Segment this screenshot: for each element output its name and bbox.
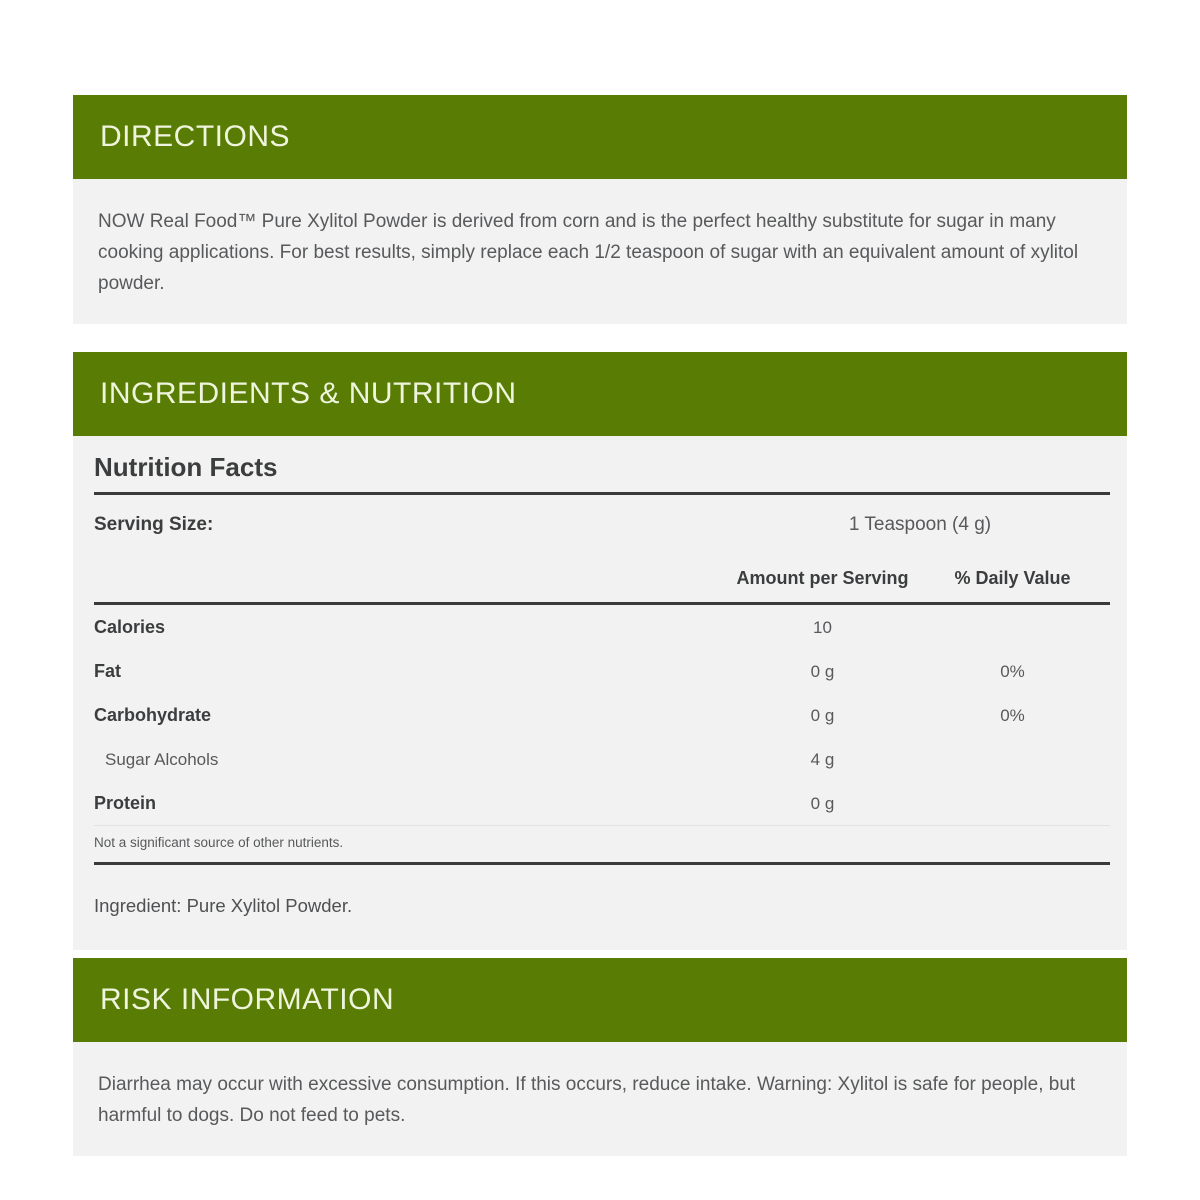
ingredients-nutrition-title: INGREDIENTS & NUTRITION — [100, 377, 517, 410]
risk-information-title: RISK INFORMATION — [100, 983, 395, 1016]
nutrient-name: Calories — [94, 616, 166, 637]
nutrition-note: Not a significant source of other nutrients. — [94, 835, 344, 850]
column-header-daily-value: % Daily Value — [954, 568, 1071, 588]
risk-information-section — [73, 958, 1127, 1156]
directions-text: NOW Real Food™ Pure Xylitol Powder is derived from corn and is the perfect healthy substitute for sugar in many cooking applications. For best results, simply replace each 1/2 teaspoon of sugar with an equivalent amount of xylitol powder. — [98, 211, 1079, 294]
risk-information-body — [73, 1042, 1127, 1156]
nutrient-name: Sugar Alcohols — [105, 749, 219, 769]
nutrient-amount: 0 g — [810, 705, 835, 725]
nutrient-daily-value: 0% — [1000, 705, 1025, 725]
nutrient-name: Carbohydrate — [94, 704, 212, 725]
nutrient-amount: 4 g — [810, 749, 835, 769]
nutrition-facts-title: Nutrition Facts — [94, 452, 278, 482]
risk-information-text: Diarrhea may occur with excessive consumption. If this occurs, reduce intake. Warning: Xylitol is safe for people, but harmful to dogs. Do not feed to pets. — [98, 1074, 1076, 1126]
nutrient-name: Protein — [94, 792, 157, 813]
nutrient-daily-value: 0% — [1000, 661, 1025, 681]
directions-title: DIRECTIONS — [100, 120, 291, 153]
directions-section — [73, 95, 1127, 324]
ingredient-line: Ingredient: Pure Xylitol Powder. — [94, 895, 353, 916]
directions-header — [73, 95, 1127, 179]
serving-size-value: 1 Teaspoon (4 g) — [848, 514, 992, 535]
nutrition-column-headers — [94, 540, 1110, 602]
ingredients-nutrition-section — [73, 352, 1127, 950]
directions-body — [73, 179, 1127, 324]
nutrition-row-fat — [94, 649, 1110, 693]
ingredients-nutrition-body — [73, 436, 1127, 950]
nutrient-amount: 0 g — [810, 793, 835, 813]
nutrition-row-calories — [94, 605, 1110, 649]
product-info-page — [73, 0, 1127, 1156]
section-gap — [73, 950, 1127, 958]
nutrient-amount: 0 g — [810, 661, 835, 681]
column-header-amount: Amount per Serving — [736, 568, 909, 588]
section-gap — [73, 324, 1127, 352]
nutrient-amount: 10 — [813, 617, 832, 637]
serving-size-label: Serving Size: — [94, 514, 214, 535]
nutrition-row-sugar-alcohols — [94, 737, 1110, 781]
nutrition-row-protein — [94, 781, 1110, 825]
ingredients-nutrition-header — [73, 352, 1127, 436]
nutrition-facts-panel — [73, 436, 1127, 950]
risk-information-header — [73, 958, 1127, 1042]
serving-size-row — [94, 495, 1110, 540]
nutrient-name: Fat — [94, 660, 121, 681]
nutrition-row-carbohydrate — [94, 693, 1110, 737]
